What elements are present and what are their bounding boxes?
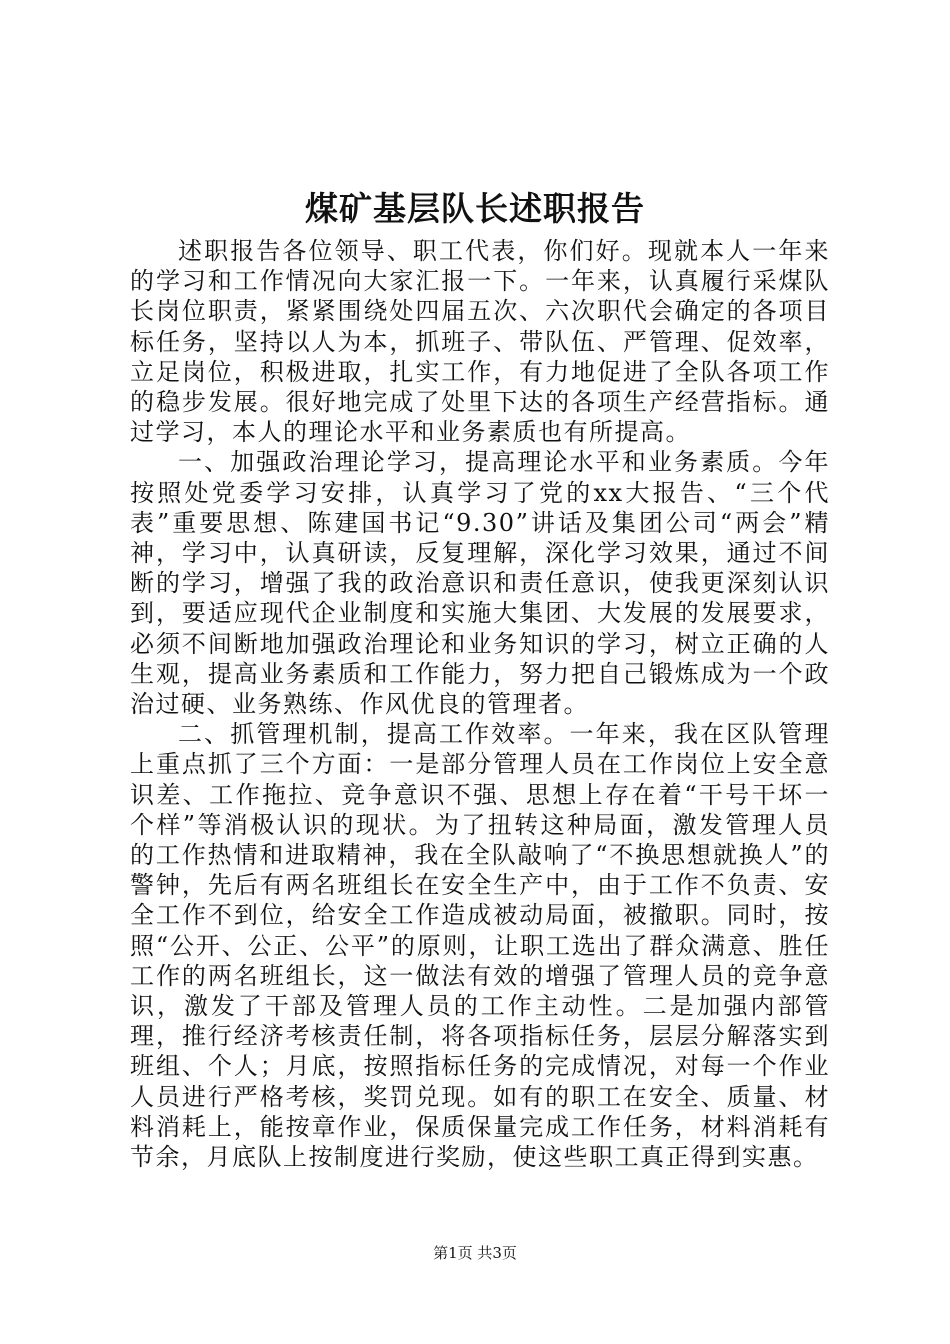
document-body bbox=[130, 236, 830, 1172]
paragraph-section-1: 一、加强政治理论学习，提高理论水平和业务素质。今年按照处党委学习安排，认真学习了党的xx大报告、“三个代表”重要思想、陈建国书记“9.30”讲话及集团公司“两会”精神，学习中，认真研读，反复理解，深化学习效果，通过不间断的学习，增强了我的政治意识和责任意识，使我更深刻认识到，要适应现代企业制度和实施大集团、大发展的发展要求，必须不间断地加强政治理论和业务知识的学习，树立正确的人生观，提高业务素质和工作能力，努力把自己锻炼成为一个政治过硬、业务熟练、作风优良的管理者。 bbox=[130, 448, 830, 719]
page-footer: 第1页 共3页 bbox=[433, 1244, 517, 1262]
paragraph-section-2: 二、抓管理机制，提高工作效率。一年来，我在区队管理上重点抓了三个方面：一是部分管理人员在工作岗位上安全意识差、工作拖拉、竞争意识不强、思想上存在着“干号干坏一个样”等消极认识的现状。为了扭转这种局面，激发管理人员的工作热情和进取精神，我在全队敲响了“不换思想就换人”的警钟，先后有两名班组长在安全生产中，由于工作不负责、安全工作不到位，给安全工作造成被动局面，被撤职。同时，按照“公开、公正、公平”的原则，让职工选出了群众满意、胜任工作的两名班组长，这一做法有效的增强了管理人员的竞争意识，激发了干部及管理人员的工作主动性。二是加强内部管理，推行经济考核责任制，将各项指标任务，层层分解落实到班组、个人；月底，按照指标任务的完成情况，对每一个作业人员进行严格考核，奖罚兑现。如有的职工在安全、质量、材料消耗上，能按章作业，保质保量完成工作任务，材料消耗有节余，月底队上按制度进行奖励，使这些职工真正得到实惠。 bbox=[130, 720, 830, 1172]
document-title: 煤矿基层队长述职报告 bbox=[305, 189, 645, 228]
paragraph-intro: 述职报告各位领导、职工代表，你们好。现就本人一年来的学习和工作情况向大家汇报一下。一年来，认真履行采煤队长岗位职责，紧紧围绕处四届五次、六次职代会确定的各项目标任务，坚持以人为本，抓班子、带队伍、严管理、促效率，立足岗位，积极进取，扎实工作，有力地促进了全队各项工作的稳步发展。很好地完成了处里下达的各项生产经营指标。通过学习，本人的理论水平和业务素质也有所提高。 bbox=[130, 237, 830, 447]
